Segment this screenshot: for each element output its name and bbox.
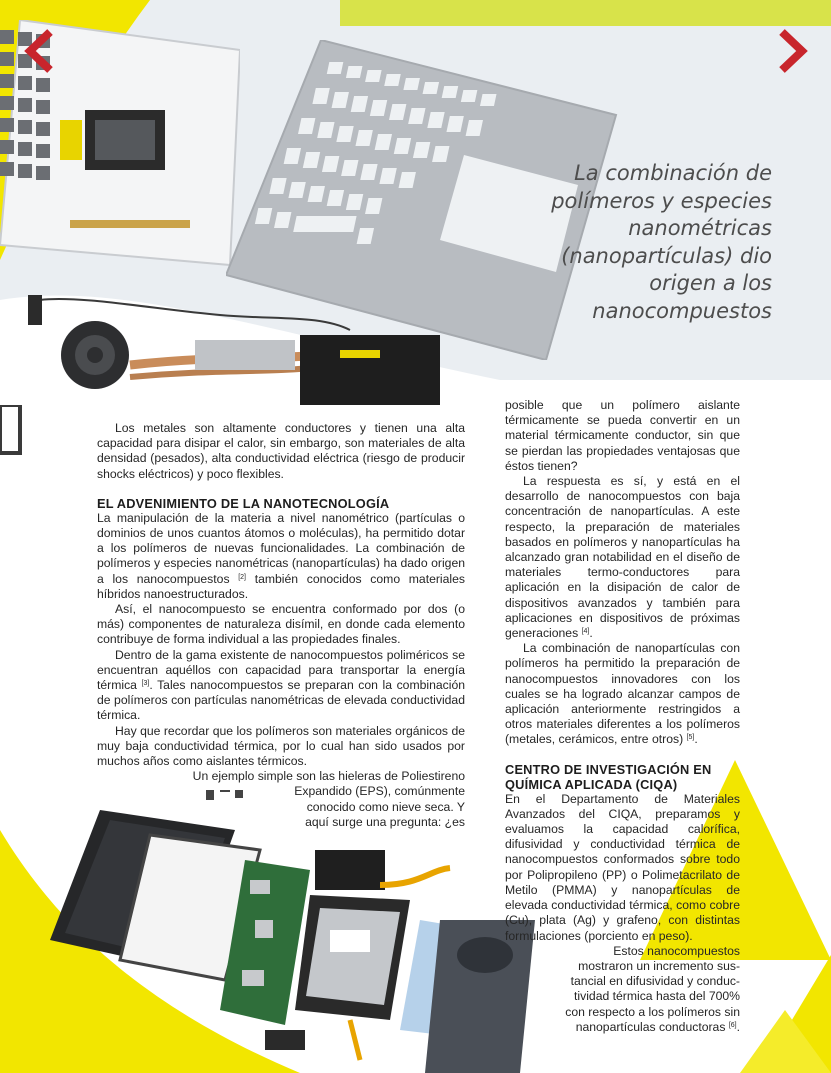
chevron-left-icon [22, 28, 56, 74]
bracket-illustration [0, 405, 22, 455]
article-column-2 [505, 398, 740, 1035]
paragraph: La combinación de nanopartículas con polímeros ha permitido la preparación de nanocompuestos innovadores con los cuales se ha logrado alcanzar campos de aplicación anteriormente restringidos a otros materiales diferentes a los polímeros (metales, cerámicos, entre otros) [5]. [505, 641, 740, 747]
chevron-right-icon [776, 28, 810, 74]
top-accent-bar [340, 0, 831, 26]
paragraph: En el Departamento de Materiales Avanzados del CIQA, preparamos y evaluamos la capacidad calorífica, difusividad y conductividad térmica de nanocompuestos conformados sobre todo por Polipropileno (PP) o Polimetacrilato de Metilo (PMMA) y nanopartículas de elevada conductividad térmica, como cobre (Cu), plata (Ag) y grafeno, con distintas formulaciones (porciento en peso). [505, 791, 740, 943]
paragraph-line: Expandido (EPS), comúnmente [294, 784, 465, 799]
paragraph-line: con respecto a los polímeros sin [565, 1004, 740, 1019]
paragraph-line: Estos nanocompuestos [613, 943, 740, 958]
paragraph-line: Un ejemplo simple son las hieleras de Poliestireno [192, 769, 465, 784]
paragraph-line: nanopartículas conductoras [6]. [575, 1019, 740, 1034]
paragraph-line: mostraron un incremento sus- [578, 958, 740, 973]
paragraph: Dentro de la gama existente de nanocompuestos poliméricos se encuentran aquéllos con capacidad para transportar la energía térmica [3]. Tales nanocompuestos se preparan con la combinación de polímeros con partículas nanométricas de elevada conductividad térmica. [97, 647, 465, 723]
paragraph: La respuesta es sí, y está en el desarrollo de nanocompuestos con baja concentración de nanopartículas. A este respecto, la preparación de materiales basados en polímeros y nanopartículas ha alcanzado gran notabilidad en el diseño de materiales termo-conductores para aplicación en la disipación de calor de dispositivos avanzados y también para aplicaciones en dispositivos de próximas generaciones [4]. [505, 474, 740, 641]
paragraph: posible que un polímero aislante térmicamente se pueda convertir en un material térmicamente conductor, sin que se pierdan las propiedades ventajosas que éstos tienen? [505, 398, 740, 473]
heatsink-illustration [20, 295, 460, 415]
reference-3: [3] [141, 680, 150, 688]
prev-page-arrow[interactable] [22, 28, 56, 74]
pull-quote: La combinación de polímeros y especies nanométricas (nanopartículas) dio origen a los nanocompuestos [551, 161, 772, 323]
paragraph: La manipulación de la materia a nivel nanométrico (partículas o dominios de unos cuantos átomos o moléculas), ha permitido dotar a los polímeros de nuevas funcionalidades. La combinación de polímeros y especies nanométricas (nanopartículas) ha dado origen a los nanocompuestos [2] también conocidos como materiales híbridos nanoestructurados. [97, 510, 465, 601]
section-heading-nanotecnologia: EL ADVENIMIENTO DE LA NANOTECNOLOGÍA [97, 495, 390, 511]
paragraph-line: conocido como nieve seca. Y [306, 799, 465, 814]
paragraph-intro: Los metales son altamente conductores y tienen una alta capacidad para disipar el calor, sin embargo, son materiales de alta densidad (pesados), alta conductividad eléctrica (riesgo de producir shocks eléctricos) y poco flexibles. [97, 421, 465, 481]
reference-2: [2] [238, 573, 247, 581]
reference-4: [4] [581, 628, 590, 636]
paragraph-line: tividad térmica hasta del 700% [574, 989, 740, 1004]
paragraph-line: tancial en difusividad y conduc- [570, 974, 740, 989]
next-page-arrow[interactable] [776, 28, 810, 74]
smartphone-teardown-illustration [30, 790, 560, 1073]
paragraph: Así, el nanocompuesto se encuentra conformado por dos (o más) componentes de naturaleza disímil, en donde cada elemento contribuye de forma individual a las propiedades finales. [97, 602, 465, 647]
article-column-1 [97, 421, 465, 830]
paragraph-line: aquí surge una pregunta: ¿es [305, 814, 465, 829]
paragraph: Hay que recordar que los polímeros son materiales orgánicos de muy baja conductividad térmica, por lo cual han sido usados por muchos años como aislantes térmicos. [97, 723, 465, 769]
section-heading-ciqa: CENTRO DE INVESTIGACIÓN EN QUÍMICA APLICADA (CIQA) [505, 761, 712, 792]
reference-6: [6] [728, 1021, 737, 1029]
reference-5: [5] [686, 734, 695, 742]
